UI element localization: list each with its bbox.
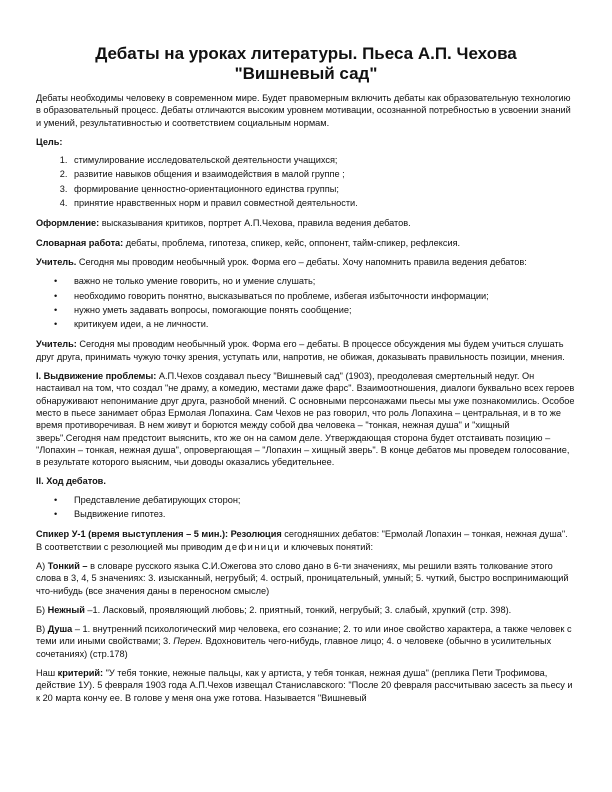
goals-list — [36, 154, 576, 209]
definition-term: Нежный — [47, 604, 85, 615]
teacher-label: Учитель: — [36, 339, 77, 350]
vocab-text: дебаты, проблема, гипотеза, спикер, кейс, оппонент, тайм-спикер, рефлексия. — [123, 237, 461, 248]
rules-list — [36, 275, 576, 330]
definition-v: В) Душа – 1. внутренний психологический мир человека, его сознание; 2. то или иное свойство характера, а также человек с теми или иными свойствами; 3. Перен. Вдохновитель чего-нибудь, главное лицо; 4. о человеке (обычно в усилительных сочетаниях) (стр.178) — [36, 624, 572, 659]
speaker-label: Спикер У-1 (время выступления – 5 мин.): Резолюция — [36, 529, 282, 540]
definitions-word: дефиници — [225, 541, 281, 552]
speaker-paragraph: Спикер У-1 (время выступления – 5 мин.): Резолюция сегодняшних дебатов: "Ермолай Лопахин – тонкая, нежная душа". В соответствии с резолюцией мы приводим дефиници и ключевых понятий: — [36, 529, 568, 552]
criterion-label: критерий: — [57, 667, 104, 678]
teacher-paragraph-2 — [36, 338, 576, 363]
bullet-icon: • — [54, 304, 58, 315]
course-item: • Представление дебатирующих сторон; — [54, 494, 241, 505]
rule-item: • важно не только умение говорить, но и умение слушать; — [54, 276, 316, 287]
document-page — [36, 44, 576, 711]
problem-text: А.П.Чехов создавал пьесу "Вишневый сад" (1903), преодолевая смертельный недуг. Он настаивал на том, что создал "не драму, а комедию, местами даже фарс". Взаимоотношения, диалоги буквально всех героев обнаруживают непонимание друг друга, разнобой мнений. С основными персонажами пьесы мы уже познакомились. Особое место в пьесе занимает образ Ермолая Лопахина. Сам Чехов не раз говорил, что роль Лопахина – центральная, и в то же время противоречивая. В нем живут и борются между собой два человека – "тонкая, нежная душа" и "хищный зверь".Сегодня нам предстоит выяснить, кто же он на самом деле. Утверждающая сторона будет отстаивать позицию – "Лопахин – тонкая, нежная душа", опровергающая – "Лопахин – хищный зверь". В конце дебатов мы проведем голосование, в результате которого выясним, чьи доводы оказались убедительнее. — [36, 371, 575, 468]
design-text: высказывания критиков, портрет А.П.Чехова, правила ведения дебатов. — [99, 218, 411, 229]
rule-item: • критикуем идеи, а не личности. — [54, 319, 209, 330]
rule-item: • нужно уметь задавать вопросы, помогающие понять сообщение; — [54, 304, 352, 315]
course-heading: II. Ход дебатов. — [36, 476, 106, 487]
teacher-text: Сегодня мы проводим необычный урок. Форма его – дебаты. Хочу напомнить правила ведения дебатов: — [76, 256, 527, 267]
definition-term: Тонкий – — [47, 560, 88, 571]
definition-b: Б) Нежный –1. Ласковый, проявляющий любовь; 2. приятный, тонкий, негрубый; 3. слабый, хрупкий (стр. 398). — [36, 604, 512, 615]
design-label: Оформление: — [36, 218, 100, 229]
document-title — [36, 44, 576, 84]
bullet-icon: • — [54, 290, 58, 301]
bullet-icon: • — [54, 276, 58, 287]
goal-item: 2. развитие навыков общения и взаимодействия в малой группе ; — [70, 168, 576, 180]
criterion-paragraph: Наш критерий: "У тебя тонкие, нежные пальцы, как у артиста, у тебя тонкая, нежная душа" (реплика Пети Трофимова, действие 1У). 5 февраля 1903 года А.П.Чехов извещал Станиславского: "После 20 февраля рассчитываю засесть за пьесу и к 20 марта кончу ее. В голове у меня она уже готова. Называется "Вишневый — [36, 667, 573, 703]
bullet-icon: • — [54, 319, 58, 330]
teacher-text: Сегодня мы проводим необычный урок. Форма его – дебаты. В процессе обсуждения мы будем учиться слушать друг друга, принимать чужую точку зрения, уступать или, напротив, не обижая, доказывать правильность позиции, мнения. — [36, 339, 565, 362]
teacher-paragraph-1 — [36, 256, 576, 268]
problem-label: I. Выдвижение проблемы: — [36, 371, 157, 382]
vocab-label: Словарная работа: — [36, 237, 124, 248]
definition-term: Душа — [47, 624, 73, 635]
title-line-2: "Вишневый сад" — [234, 64, 378, 83]
problem-paragraph — [36, 370, 576, 468]
course-list — [36, 494, 576, 521]
title-line-1: Дебаты на уроках литературы. Пьеса А.П. Чехова — [95, 44, 517, 63]
vocab-paragraph — [36, 237, 576, 249]
bullet-icon: • — [54, 509, 58, 520]
teacher-label: Учитель. — [36, 256, 77, 267]
goal-item: 3. формирование ценностно-ориентационного единства группы; — [70, 183, 576, 195]
intro-paragraph: Дебаты необходимы человеку в современном мире. Будет правомерным включить дебаты как образовательную технологию в образовательный процесс. Дебаты отличаются высоким уровнем мотивации, осознанной потребностью в усвоении знаний и умений, результативностью и соответствием социальным нормам. — [36, 93, 571, 128]
design-paragraph — [36, 217, 576, 229]
goal-item: 1. стимулирование исследовательской деятельности учащихся; — [70, 154, 576, 166]
rule-item: • необходимо говорить понятно, высказываться по проблеме, избегая избыточности информации; — [54, 290, 489, 301]
course-item: • Выдвижение гипотез. — [54, 509, 166, 520]
bullet-icon: • — [54, 494, 58, 505]
definition-a: А) Тонкий – в словаре русского языка С.И.Ожегова это слово дано в 6-ти значениях, мы решили взять толкование этого слова в 3, 4, 5 значениях: 3. изысканный, негрубый; 4. острый, проницательный, умный; 5. чуткий, быстро воспринимающий что-нибудь (все значения даны в переносном смысле) — [36, 560, 569, 596]
goals-heading: Цель: — [36, 136, 63, 147]
goal-item: 4. принятие нравственных норм и правил совместной деятельности. — [70, 197, 576, 209]
